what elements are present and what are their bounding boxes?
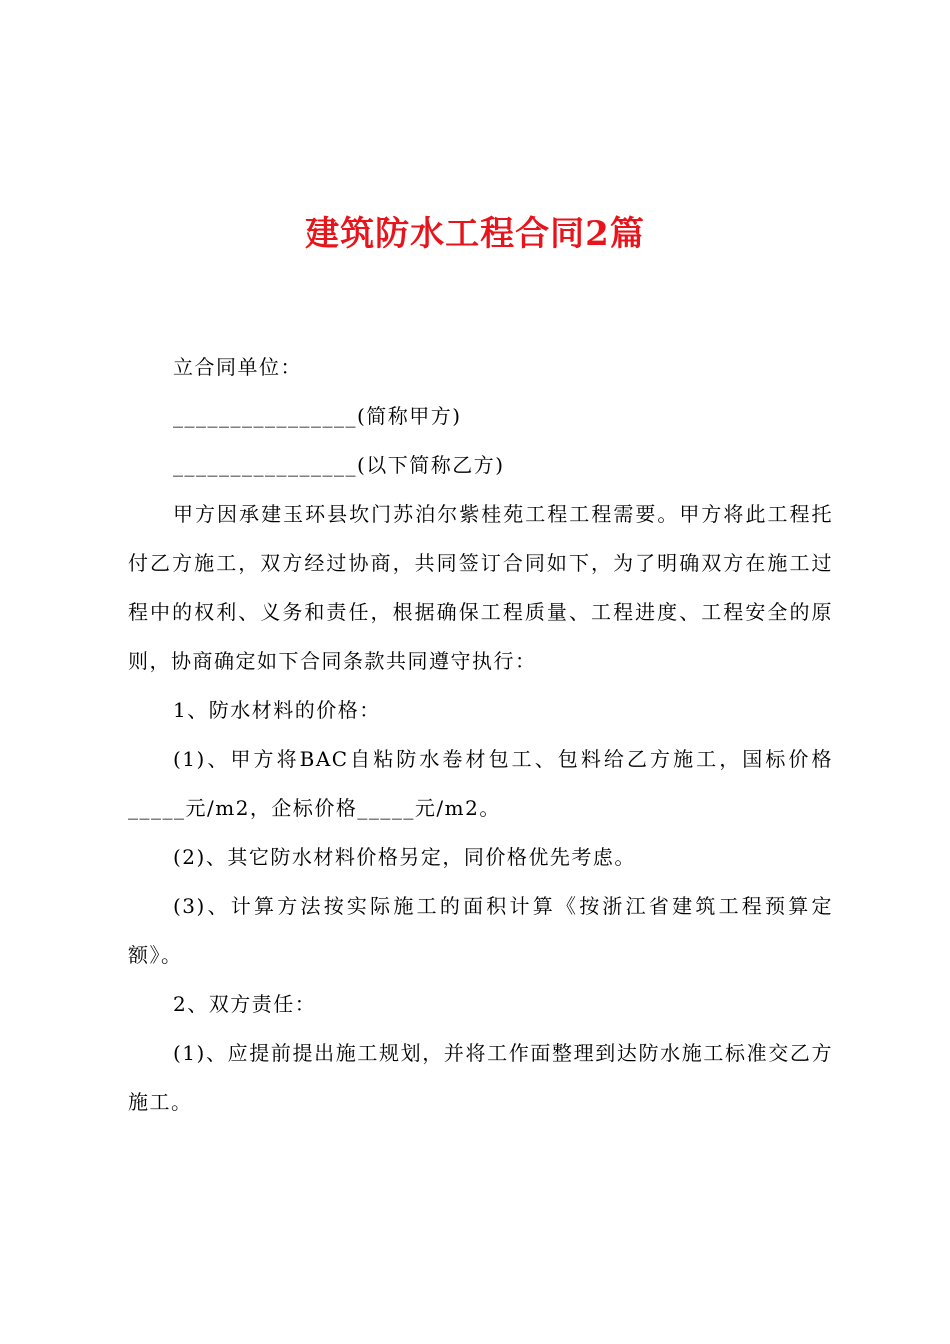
clause-1-1: (1)、甲方将BAC自粘防水卷材包工、包料给乙方施工，国标价格_____元/m2，企标价格_____元/m2。 [128,747,833,820]
document-body [128,343,833,1127]
clause-1-2: (2)、其它防水材料价格另定，同价格优先考虑。 [173,845,636,869]
contract-parties-heading: 立合同单位： [173,355,302,379]
section-2-heading: 2、双方责任： [173,992,317,1016]
clause-1-3: (3)、计算方法按实际施工的面积计算《按浙江省建筑工程预算定额》。 [128,894,833,967]
party-a-line: ________________(简称甲方) [173,404,462,428]
clause-2-1: (1)、应提前提出施工规划，并将工作面整理到达防水施工标准交乙方施工。 [128,1041,833,1114]
section-1-heading: 1、防水材料的价格： [173,698,381,722]
preamble-paragraph: 甲方因承建玉环县坎门苏泊尔紫桂苑工程工程需要。甲方将此工程托付乙方施工，双方经过协商，共同签订合同如下，为了明确双方在施工过程中的权利、义务和责任，根据确保工程质量、工程进度、工程安全的原则，协商确定如下合同条款共同遵守执行： [128,502,833,673]
party-b-line: ________________(以下简称乙方) [173,453,505,477]
document-title: 建筑防水工程合同2篇 [305,214,645,254]
